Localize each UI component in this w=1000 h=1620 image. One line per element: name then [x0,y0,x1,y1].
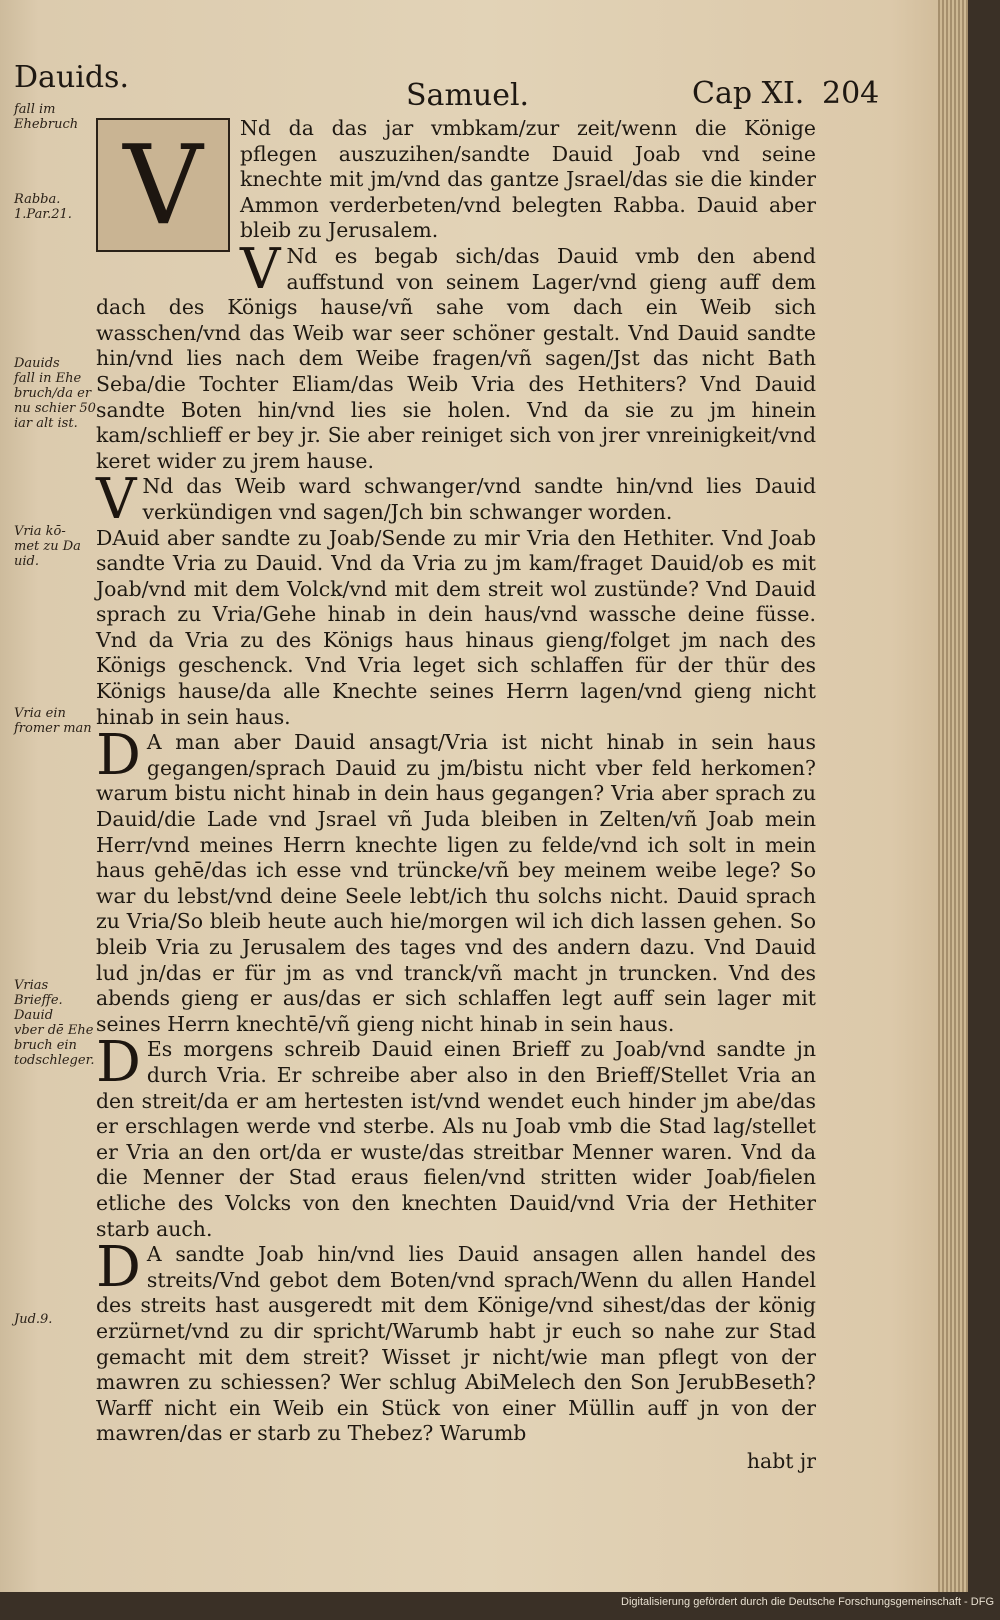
margin-note: Rabba. 1.Par.21. [14,192,72,222]
paragraph: D A sandte Joab hin/vnd lies Dauid ansagen allen handel des streits/Vnd gebot dem Boten/vnd sprach/Wenn du allen Handel des streits hast ausgeredt mit dem Könige/vnd sihest/das der könig erzürnet/vnd zu dir spricht/Warumb habt jr euch so nahe zur Stad gemacht mit dem streit? Wisset jr nicht/wie man pflegt von der mawren zu schiessen? Wer schlug AbiMelech den Son JerubBeseth? Warff nicht ein Weib ein Stück von einer Müllin auff jn von der mawren/das er starb zu Thebez? Warumb [96,1235,816,1446]
margin-note: Vrias Brieffe. Dauid vber dē Ehe bruch ein todschleger. [14,978,95,1068]
page-edge [938,0,968,1592]
margin-note: Dauids fall in Ehe bruch/da er nu schier 50 iar alt ist. [14,356,96,431]
drop-initial: V [96,467,137,533]
running-head-center: Samuel. [406,78,530,113]
paragraph: V Nd es begab sich/das Dauid vmb den abend auffstund von seinem Lager/vnd gieng auff dem dach des Königs hause/vñ sahe vom dach ein Weib sich wasschen/vnd das Weib war seer schöner gestalt. Vnd Dauid sandte hin/vnd lies nach dem Weibe fragen/vñ sagen/Jst das nicht Bath Seba/die Tochter Eliam/das Weib Vria des Hethiters? Vnd Dauid sandte Boten hin/vnd lies sie holen. Vnd da sie zu jm hinein kam/schlieff er bey jr. Sie aber reiniget sich von jrer vnreinigkeit/vnd keret wider zu jrem hause. [96,236,816,473]
main-text [96,116,816,1474]
paragraph: DAuid aber sandte zu Joab/Sende zu mir Vria den Hethiter. Vnd Joab sandte Vria zu Dauid. Vnd da Vria zu jm kam/fraget Dauid/ob es mit Joab/vnd mit dem Volck/vnd mit dem streit wol zustünde? Vnd Dauid sprach zu Vria/Gehe hinab in dein haus/vnd wassche deine füsse. Vnd da Vria zu des Königs haus hinaus gieng/folget jm nach des Königs geschenck. Vnd Vria leget sich schlaffen für der thür des Königs hause/da alle Knechte seines Herrn lagen/vnd gieng nicht hinab in sein haus. [96,525,816,729]
running-head-left: Dauids. [14,60,129,95]
drop-initial: V [240,236,281,302]
catchword: habt jr [746,1448,816,1473]
margin-note: fall im Ehebruch [14,102,79,132]
margin-note: Vria kō- met zu Da uid. [14,524,81,569]
page-number: 204 [822,76,880,111]
paragraph: V Nd da das jar vmbkam/zur zeit/wenn die Könige pflegen auszuzihen/sandte Dauid Joab vnd seine knechte mit jm/vnd das gantze Jsrael/das sie die kinder Ammon verderbeten/vnd belegten Rabba. Dauid aber bleib zu Jerusalem. [96,116,816,244]
drop-initial: D [96,723,141,789]
margin-note: Vria ein fromer man [14,706,92,736]
paragraph: D Es morgens schreib Dauid einen Brieff zu Joab/vnd sandte jn durch Vria. Er schreibe aber also in den Brieff/Stellet Vria an den streit/da er am hertesten ist/vnd wendet euch hinder jm abe/das er erschlagen werde vnd sterbe. Als nu Joab vmb die Stad lag/stellet er Vria an den ort/da er wuste/das streitbar Menner waren. Vnd da die Menner der Stad eraus fielen/vnd stritten wider Joab/fielen etliche des Volcks von den knechten Dauid/vnd Vria der Hethiter starb auch. [96,1030,816,1241]
decorated-initial: V [96,118,230,252]
drop-initial: D [96,1235,141,1301]
paragraph: V Nd das Weib ward schwanger/vnd sandte hin/vnd lies Dauid verkündigen vnd sagen/Jch bin schwanger worden. [96,467,816,533]
paragraph: D A man aber Dauid ansagt/Vria ist nicht hinab in sein haus gegangen/sprach Dauid zu jm/bistu nicht vber feld herkomen? warum bistu nicht hinab in dein haus gegangen? Vria aber sprach zu Dauid/die Lade vnd Jsrael vñ Juda bleiben in Zelten/vñ Joab mein Herr/vnd meines Herrn knechte ligen zu felde/vnd ich solt in mein haus gehē/das ich esse vnd trüncke/vñ bey meinem weibe lege? So war du lebst/vnd deine Seele lebt/ich thu solchs nicht. Dauid sprach zu Vria/So bleib heute auch hie/morgen wil ich dich lassen gehen. So bleib Vria zu Jerusalem des tages vnd des andern dazu. Vnd Dauid lud jn/das er für jm as vnd tranck/vñ macht jn truncken. Vnd des abends gieng er aus/das er sich schlaffen legt auff sein lager mit seines Herrn knechtē/vñ gieng nicht hinab in sein haus. [96,723,816,1036]
chapter-label: Cap XI. [692,76,805,111]
margin-note: Jud.9. [14,1312,53,1327]
digitization-credit: Digitalisierung gefördert durch die Deutsche Forschungsgemeinschaft - DFG [621,1596,994,1608]
drop-initial: D [96,1030,141,1096]
